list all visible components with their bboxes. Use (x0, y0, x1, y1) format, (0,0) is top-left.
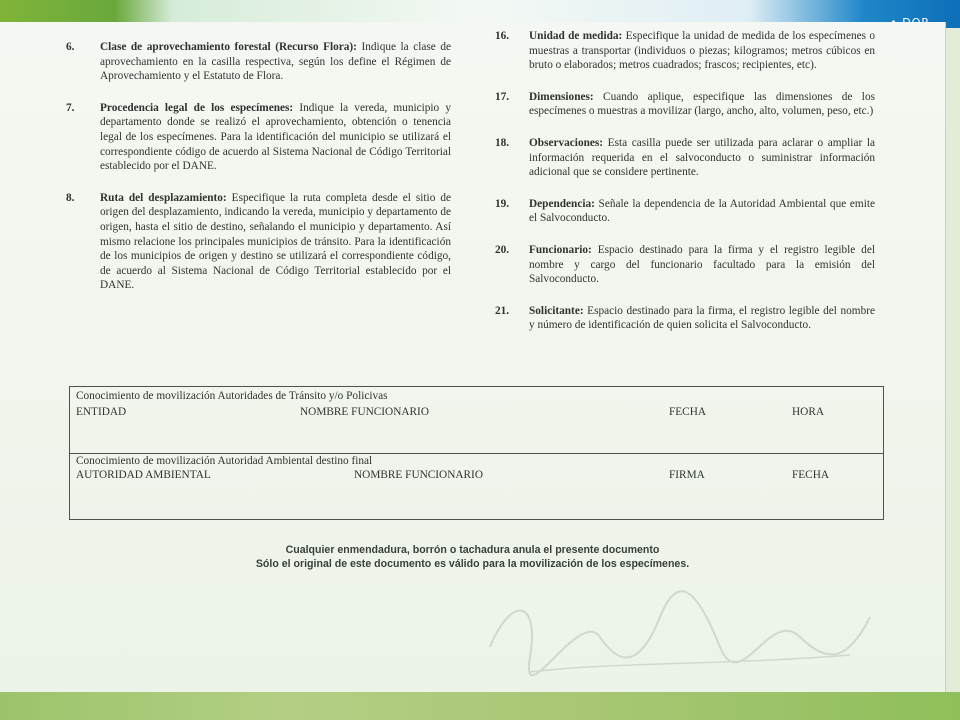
instruction-item-8 (66, 191, 451, 293)
instruction-item-19 (495, 197, 875, 226)
box-divider (70, 453, 883, 454)
item-number: 6. (66, 41, 75, 53)
item-number: 7. (66, 101, 75, 114)
item-title: Dimensiones: (529, 90, 594, 103)
item-number: 19. (495, 197, 510, 210)
instruction-item-16 (495, 29, 875, 73)
instruction-item-18 (495, 136, 875, 180)
item-title: Unidad de medida: (529, 30, 623, 42)
item-text: Cuando aplique, especifique las dimensiones de los especímenes o muestras a movilizar (largo, ancho, alto, volumen, peso, etc.) (529, 90, 875, 118)
item-title: Dependencia: (529, 197, 595, 210)
environmental-authority-field[interactable]: AUTORIDAD AMBIENTAL (76, 469, 211, 481)
date-field-2[interactable]: FECHA (792, 469, 830, 481)
item-number: 17. (495, 90, 510, 103)
item-text: Indique la clase de aprovechamiento en la casilla respectiva, según los define el Régimen de Aprovechamiento y el Estatuto de Flora. (100, 41, 452, 83)
item-text: Especifique la ruta completa desde el sitio de origen del desplazamiento, indicando la vereda, municipio y departamento de origen, hasta el sitio de destino, señalando el municipio y departamento. Así mismo relacione los principales municipios de tránsito. Para la identificación de los municipios de origen y destino se utilizará el correspondiente código, de acuerdo al Sistema Nacional de Código Territorial establecido por el DANE. (100, 191, 451, 292)
bottom-band (0, 692, 960, 720)
faint-signature-watermark (470, 577, 890, 687)
left-column (66, 22, 451, 310)
item-title: Ruta del desplazamiento: (100, 191, 227, 204)
transit-authority-heading: Conocimiento de movilización Autoridades de Tránsito y/o Policivas (76, 390, 388, 402)
official-name-field-2[interactable]: NOMBRE FUNCIONARIO (354, 469, 483, 481)
item-text: Espacio destinado para la firma y el registro legible del nombre y cargo del funcionario facultado para la emisión del Salvoconducto. (529, 243, 875, 286)
item-title: Funcionario: (529, 243, 592, 256)
item-text: Señale la dependencia de la Autoridad Ambiental que emite el Salvoconducto. (529, 197, 875, 225)
official-name-field[interactable]: NOMBRE FUNCIONARIO (300, 406, 429, 418)
item-number: 16. (495, 30, 510, 42)
item-text: Indique la vereda, municipio y departamento donde se realizó el aprovechamiento, obtención o tenencia legal de los especímenes. Para la identificación del municipio se utilizará el correspondiente código de acuerdo al Sistema Nacional de Código Territorial establecido por el DANE. (100, 101, 451, 173)
instruction-item-21 (495, 304, 875, 333)
instruction-item-7 (66, 101, 451, 174)
instruction-item-6 (66, 40, 451, 84)
item-title: Solicitante: (529, 304, 584, 317)
item-number: 8. (66, 191, 75, 204)
date-field[interactable]: FECHA (669, 406, 707, 418)
item-title: Observaciones: (529, 136, 604, 149)
right-column (495, 22, 875, 350)
entity-field[interactable]: ENTIDAD (76, 406, 127, 418)
item-text: Especifique la unidad de medida de los especímenes o muestras a transportar (individuos o piezas; kilogramos; metros cúbicos en bruto o elaborados; metros cuadrados; frascos; recipientes, etc). (529, 30, 875, 72)
item-number: 20. (495, 243, 510, 256)
notice-line-2: Sólo el original de este documento es válido para la movilización de los especímenes. (255, 558, 690, 570)
environmental-authority-heading: Conocimiento de movilización Autoridad Ambiental destino final (76, 455, 373, 467)
item-title: Clase de aprovechamiento forestal (Recurso Flora): (100, 41, 357, 53)
footer-notice (0, 543, 945, 571)
item-title: Procedencia legal de los especímenes: (100, 101, 294, 114)
item-text: Espacio destinado para la firma, el registro legible del nombre y número de identificación de quien solicita el Salvoconducto. (529, 304, 875, 332)
signature-field[interactable]: FIRMA (669, 469, 705, 481)
time-field[interactable]: HORA (792, 406, 825, 418)
movement-acknowledgement-box (69, 386, 884, 520)
document-page (0, 22, 946, 693)
item-number: 21. (495, 304, 510, 317)
item-number: 18. (495, 136, 510, 149)
instruction-item-20 (495, 243, 875, 287)
notice-line-1: Cualquier enmendadura, borrón o tachadura anula el presente documento (285, 544, 660, 556)
item-text: Esta casilla puede ser utilizada para aclarar o ampliar la información requerida en el salvoconducto o suministrar información adicional que se considere pertinente. (529, 136, 875, 179)
instruction-item-17 (495, 90, 875, 119)
